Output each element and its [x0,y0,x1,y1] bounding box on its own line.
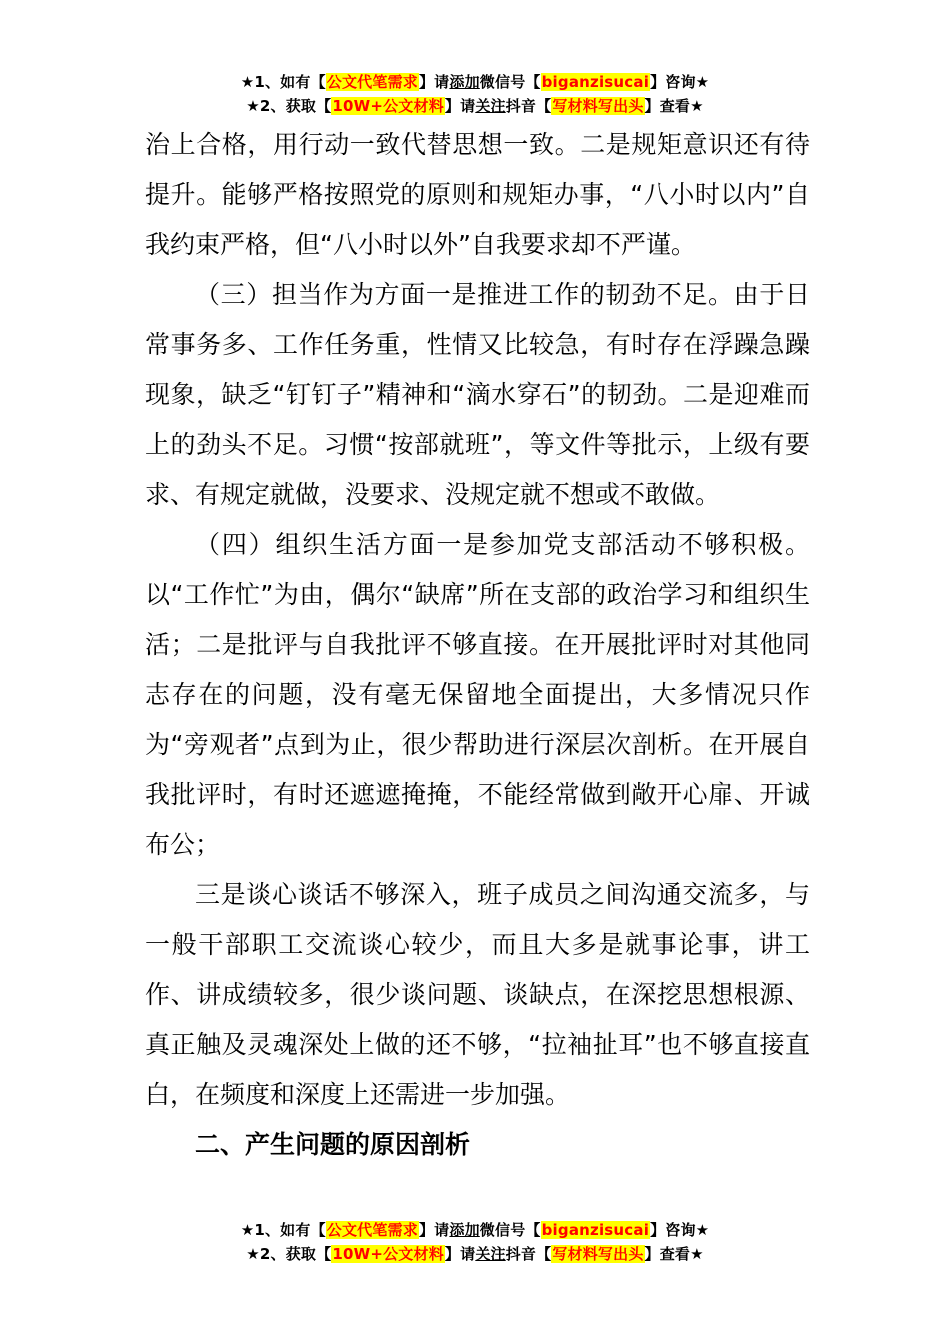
bottom-promo-banner [0,1218,950,1266]
paragraph-1: 治上合格，用行动一致代替思想一致。二是规矩意识还有待提升。能够严格按照党的原则和规矩办事，“八小时以内”自我约束严格，但“八小时以外”自我要求却不严谨。 [145,130,810,259]
paragraph-3: （四）组织生活方面一是参加党支部活动不够积极。以“工作忙”为由，偶尔“缺席”所在支部的政治学习和组织生活；二是批评与自我批评不够直接。在开展批评时对其他同志存在的问题，没有毫无保留地全面提出，大多情况只作为“旁观者”点到为止，很少帮助进行深层次剖析。在开展自我批评时，有时还遮遮掩掩，不能经常做到敞开心扉、开诚布公； [145,530,810,859]
douyin-highlight: 写材料写出头 [552,1245,644,1263]
promo-line-2: ★2、获取【10W+公文材料】请关注抖音【写材料写出头】查看★ [246,97,704,115]
promo-line-1: ★1、如有【公文代笔需求】请添加微信号【biganzisucai】咨询★ [240,1221,710,1239]
paragraph-4: 三是谈心谈话不够深入，班子成员之间沟通交流多，与一般干部职工交流谈心较少，而且大多是就事论事，讲工作、讲成绩较多，很少谈问题、谈缺点，在深挖思想根源、真正触及灵魂深处上做的还不够，“拉袖扯耳”也不够直接直白，在频度和深度上还需进一步加强。 [145,880,810,1109]
promo-line-1: ★1、如有【公文代笔需求】请添加微信号【biganzisucai】咨询★ [240,73,710,91]
promo-line-2: ★2、获取【10W+公文材料】请关注抖音【写材料写出头】查看★ [246,1245,704,1263]
promo-highlight: 公文代笔需求 [326,1221,418,1239]
wechat-id-highlight: biganzisucai [541,1221,650,1239]
document-body [145,120,810,1170]
promo-highlight: 10W+公文材料 [332,97,444,115]
promo-highlight: 公文代笔需求 [326,73,418,91]
paragraph-2: （三）担当作为方面一是推进工作的韧劲不足。由于日常事务多、工作任务重，性情又比较急，有时存在浮躁急躁现象，缺乏“钉钉子”精神和“滴水穿石”的韧劲。二是迎难而上的劲头不足。习惯“按部就班”，等文件等批示，上级有要求、有规定就做，没要求、没规定就不想或不敢做。 [145,280,810,509]
section-heading: 二、产生问题的原因剖析 [195,1130,471,1159]
wechat-id-highlight: biganzisucai [541,73,650,91]
douyin-highlight: 写材料写出头 [552,97,644,115]
promo-highlight: 10W+公文材料 [332,1245,444,1263]
top-promo-banner [0,70,950,118]
